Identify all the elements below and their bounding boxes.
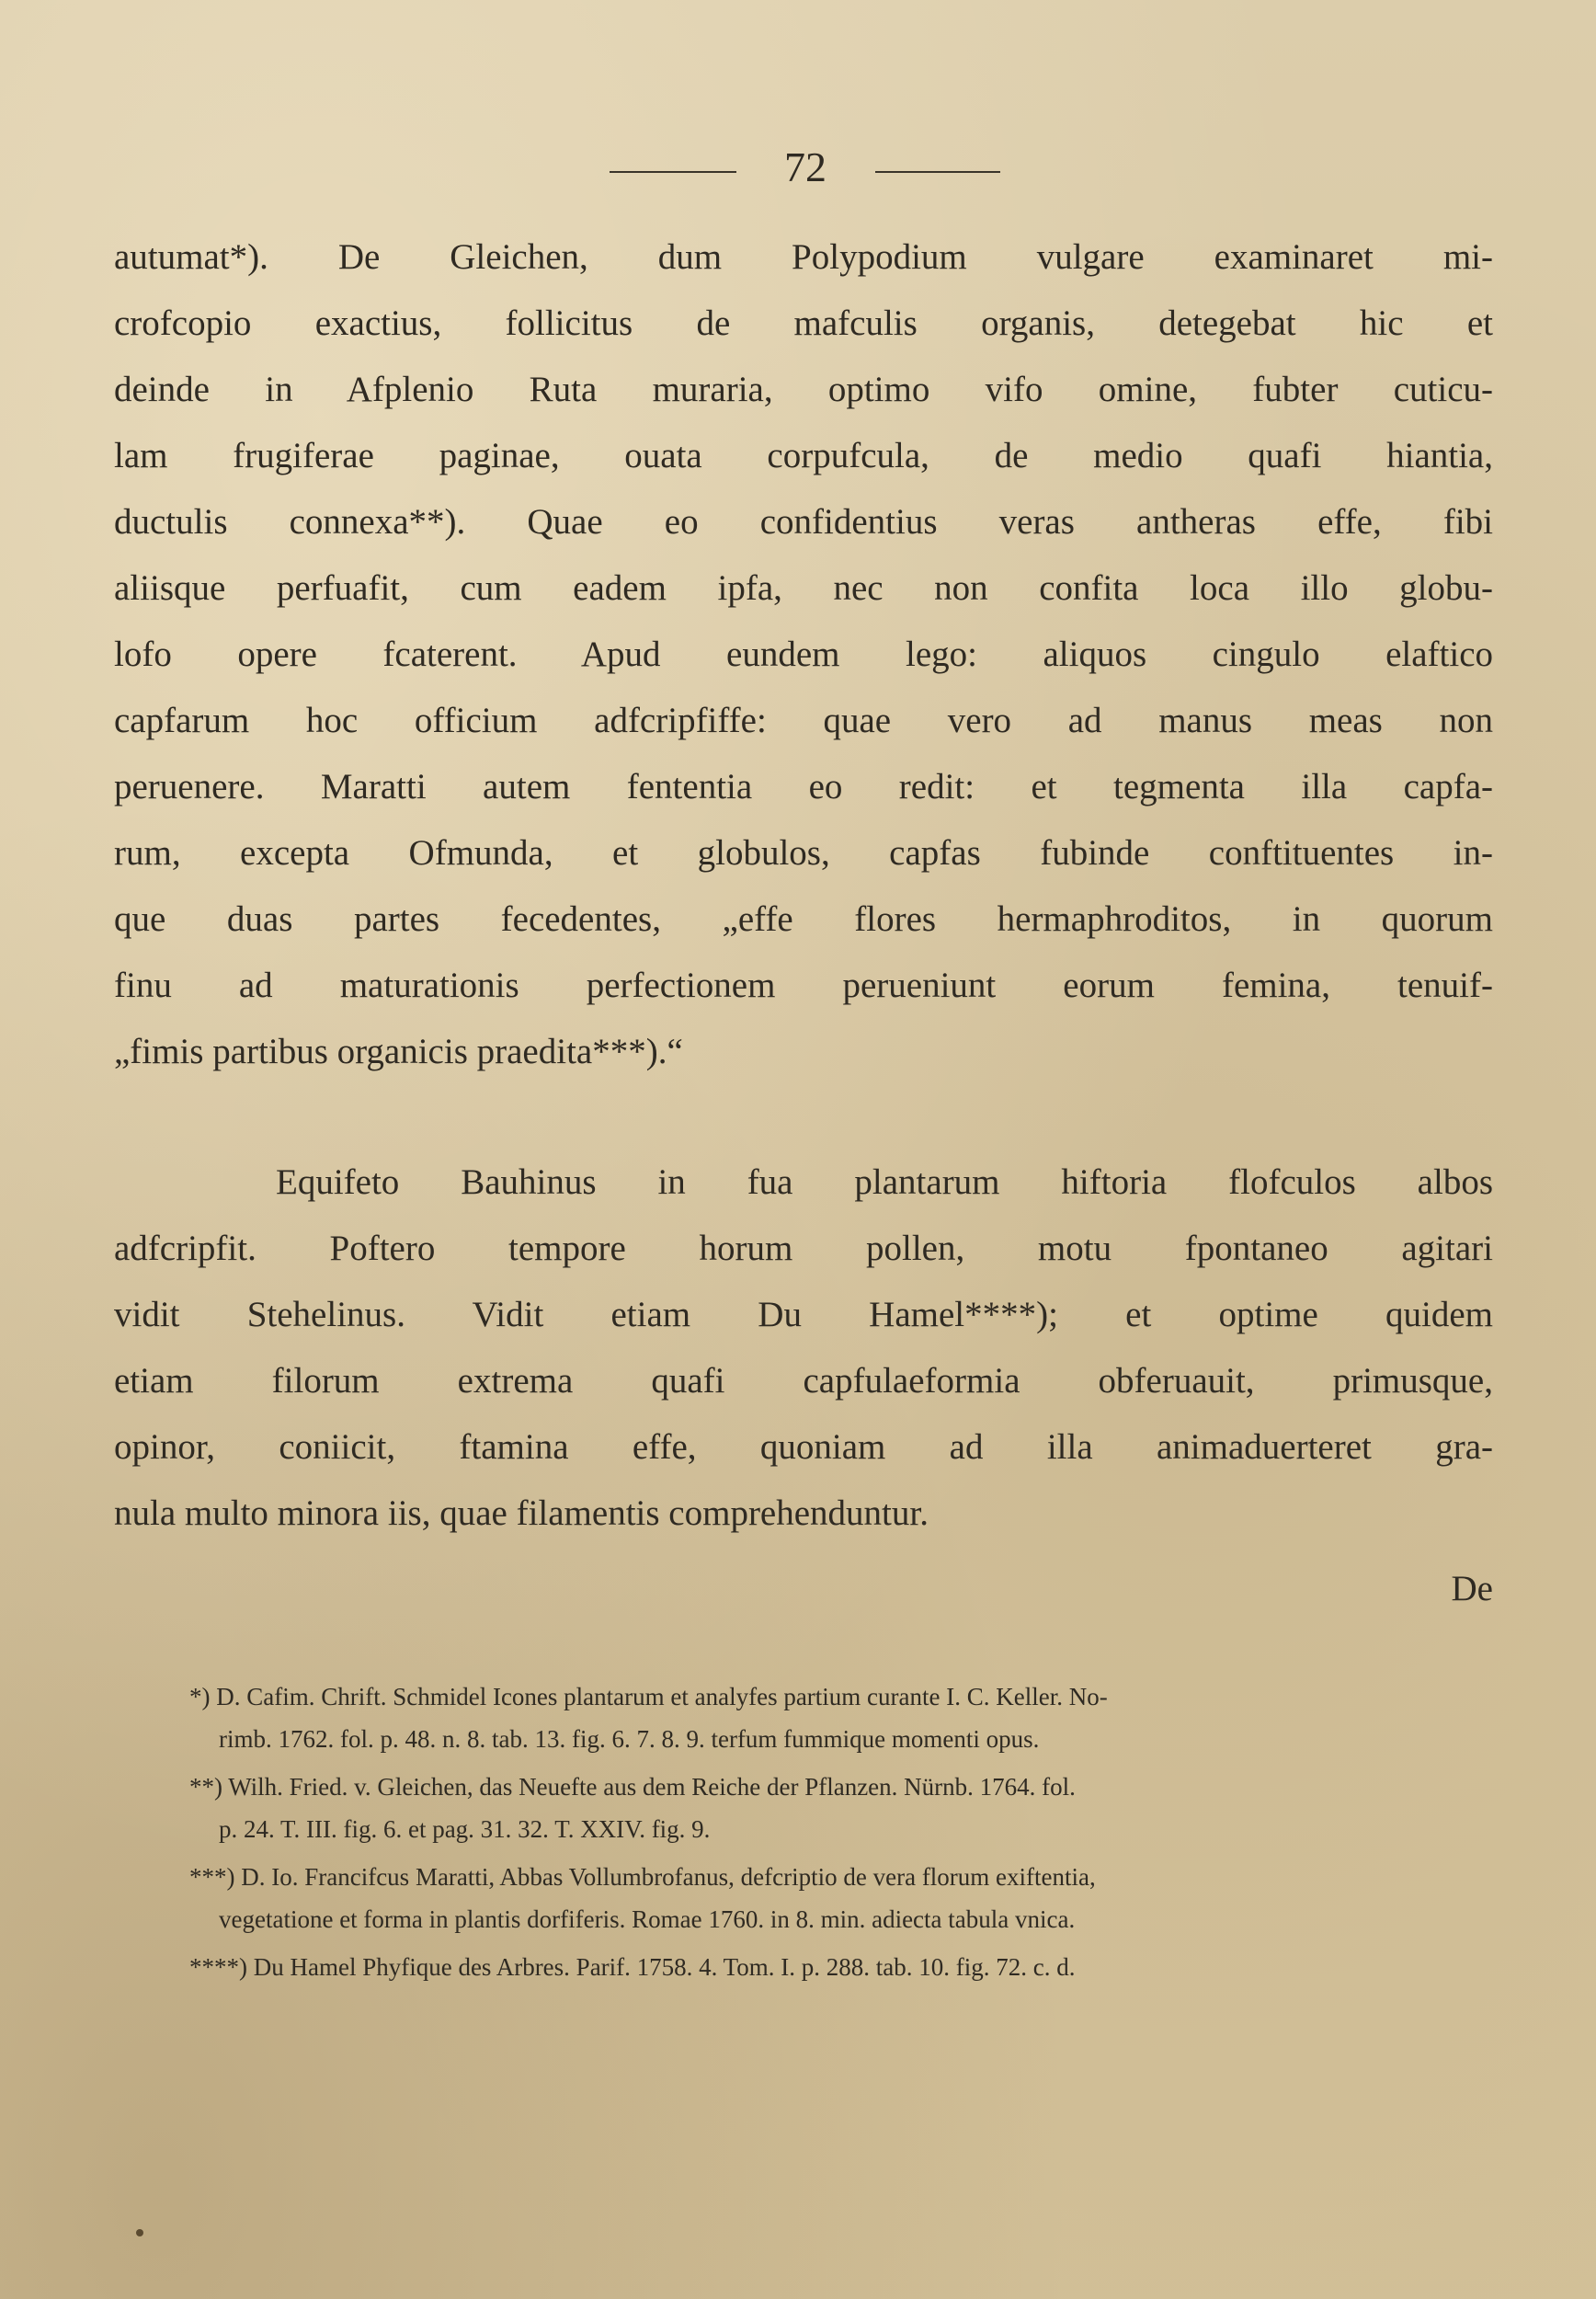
footnote-line: vegetatione et forma in plantis dorfiferis. Romae 1760. in 8. min. adiecta tabula vnica.: [219, 1905, 1076, 1933]
text-line: ductulis connexa**). Quae eo confidentius veras antheras effe, fibi: [114, 502, 1493, 542]
catchword: De: [1451, 1569, 1493, 1608]
footnote-line: ****) Du Hamel Phyfique des Arbres. Parif. 1758. 4. Tom. I. p. 288. tab. 10. fig. 72. c. d.: [189, 1953, 1076, 1981]
footnote-2: [189, 1766, 1495, 1850]
footnote-1: [189, 1676, 1495, 1760]
text-line: deinde in Afplenio Ruta muraria, optimo vifo omine, fubter cuticu-: [114, 370, 1493, 409]
text-line: opinor, coniicit, ftamina effe, quoniam ad illa animaduerteret gra-: [114, 1427, 1493, 1467]
body-text: [114, 224, 1493, 1547]
header-rule-right: [875, 171, 1000, 173]
text-line: vidit Stehelinus. Vidit etiam Du Hamel****); et optime quidem: [114, 1295, 1493, 1334]
text-line: rum, excepta Ofmunda, et globulos, capfas fubinde conftituentes in-: [114, 833, 1493, 873]
text-line: Equifeto Bauhinus in fua plantarum hiftoria flofculos albos: [276, 1162, 1493, 1202]
footnote-line: **) Wilh. Fried. v. Gleichen, das Neuefte aus dem Reiche der Pflanzen. Nürnb. 1764. fol.: [189, 1773, 1076, 1801]
paragraph-2: [114, 1150, 1493, 1547]
text-line: peruenere. Maratti autem fententia eo redit: et tegmenta illa capfa-: [114, 767, 1493, 806]
footnote-line: ***) D. Io. Francifcus Maratti, Abbas Vollumbrofanus, defcriptio de vera florum exiftentia,: [189, 1863, 1096, 1891]
text-line: adfcripfit. Poftero tempore horum pollen, motu fpontaneo agitari: [114, 1229, 1493, 1268]
footnote-3: [189, 1856, 1495, 1940]
footnote-line: *) D. Cafim. Chrift. Schmidel Icones plantarum et analyfes partium curante I. C. Keller. No-: [189, 1683, 1108, 1710]
text-line: „fimis partibus organicis praedita***).“: [114, 1032, 683, 1071]
page-number: 72: [784, 143, 826, 190]
text-line: capfarum hoc officium adfcripfiffe: quae vero ad manus meas non: [114, 701, 1493, 740]
paragraph-1: [114, 224, 1493, 1085]
text-line: aliisque perfuafit, cum eadem ipfa, nec non confita loca illo globu-: [114, 568, 1493, 608]
page-header: [0, 140, 1596, 195]
footnote-line: p. 24. T. III. fig. 6. et pag. 31. 32. T. XXIV. fig. 9.: [219, 1815, 711, 1843]
footnotes: [189, 1676, 1495, 1994]
text-line: lofo opere fcaterent. Apud eundem lego: aliquos cingulo elaftico: [114, 635, 1493, 674]
text-line: finu ad maturationis perfectionem perueniunt eorum femina, tenuif-: [114, 966, 1493, 1005]
footnote-line: rimb. 1762. fol. p. 48. n. 8. tab. 13. fig. 6. 7. 8. 9. terfum fummique momenti opus.: [219, 1725, 1040, 1753]
header-rule-left: [610, 171, 736, 173]
text-line: que duas partes fecedentes, „effe flores hermaphroditos, in quorum: [114, 899, 1493, 939]
paragraph-gap: [114, 1085, 1493, 1150]
text-line: etiam filorum extrema quafi capfulaeformia obferuauit, primusque,: [114, 1361, 1493, 1401]
footnote-4: [189, 1946, 1495, 1988]
ink-speck: [136, 2229, 143, 2236]
text-line: crofcopio exactius, follicitus de mafculis organis, detegebat hic et: [114, 303, 1493, 343]
text-line: lam frugiferae paginae, ouata corpufcula, de medio quafi hiantia,: [114, 436, 1493, 475]
text-line: autumat*). De Gleichen, dum Polypodium vulgare examinaret mi-: [114, 237, 1493, 277]
text-line: nula multo minora iis, quae filamentis comprehenduntur.: [114, 1493, 929, 1533]
